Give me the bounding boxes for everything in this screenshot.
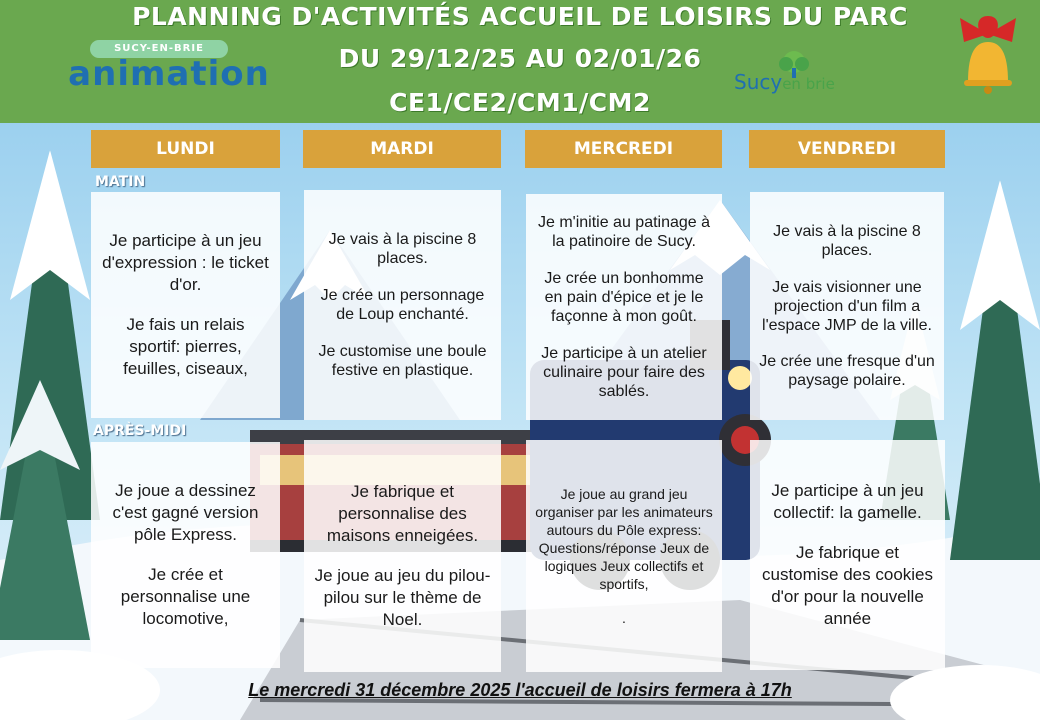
activity-text: Je vais à la piscine 8 places. [328, 231, 477, 268]
day-header-mardi: MARDI [303, 130, 501, 168]
logo-sucy-suffix: en brie [782, 75, 835, 93]
activity-text: Je vais visionner une projection d'un film a l'espace JMP de la ville. [762, 278, 932, 334]
activity-text: Je customise une boule festive en plastique. [318, 342, 487, 379]
activity-card-morning-mercredi [526, 194, 722, 420]
activity-card-afternoon-mercredi [526, 440, 722, 672]
day-header-lundi: LUNDI [91, 130, 280, 168]
activity-text: Je vais à la piscine 8 places. [773, 222, 921, 259]
christmas-bell-icon [950, 12, 1026, 94]
activity-text: Je joue a dessinez c'est gagné version pôle Express. [112, 480, 259, 544]
logo-sucy-word: Sucy [734, 70, 783, 94]
activity-text: Je crée un personnage de Loup enchanté. [320, 287, 485, 323]
activity-card-morning-lundi [91, 192, 280, 418]
closing-notice: Le mercredi 31 décembre 2025 l'accueil de loisirs fermera à 17h [248, 680, 792, 700]
activity-text: Je participe à un jeu d'expression : le ticket d'or. [102, 230, 269, 294]
day-header-mercredi: MERCREDI [525, 130, 722, 168]
activity-card-afternoon-mardi [304, 440, 501, 672]
activity-text: Je fabrique et customise des cookies d'or pour la nouvelle année [761, 543, 934, 629]
activity-card-morning-vendredi [750, 192, 944, 420]
activity-text: Je fabrique et personnalise des maisons enneigées. [326, 481, 479, 545]
activity-text: Je participe à un atelier culinaire pour faire des sablés. [541, 344, 707, 400]
activity-text: Je participe à un jeu collectif: la gamelle. [771, 480, 924, 522]
activity-card-morning-mardi [304, 190, 501, 420]
grade-levels: CE1/CE2/CM1/CM2 [389, 88, 651, 117]
activity-text: Je crée une fresque d'un paysage polaire. [759, 353, 935, 390]
activity-text: Je crée et personnalise une locomotive, [120, 565, 251, 629]
sucy-en-brie-logo [734, 50, 858, 100]
activity-card-afternoon-lundi [91, 442, 280, 668]
activity-card-afternoon-vendredi [750, 440, 945, 670]
logo-word: animation [68, 54, 270, 94]
animation-logo [56, 40, 282, 104]
day-header-vendredi: VENDREDI [749, 130, 945, 168]
date-range: DU 29/12/25 AU 02/01/26 [338, 44, 702, 73]
activity-text: Je crée un bonhomme en pain d'épice et je le façonne à mon goût. [544, 270, 704, 325]
activity-text: Je joue au jeu du pilou-pilou sur le thème de Noel. [314, 566, 491, 630]
activity-text: Je m'initie au patinage à la patinoire de Sucy. [537, 214, 711, 251]
activity-text: Je fais un relais sportif: pierres, feuilles, ciseaux, [123, 315, 248, 379]
section-label-afternoon: APRÈS-MIDI [93, 423, 187, 439]
activity-text: Je joue au grand jeu organiser par les animateurs autours du Pôle express: Questions/réponse Jeux de logiques Jeux collectifs et sportifs, [535, 486, 713, 593]
page-title: PLANNING D'ACTIVITÉS ACCUEIL DE LOISIRS DU PARC [132, 2, 908, 31]
section-label-morning: MATIN [95, 174, 146, 190]
logo-badge: SUCY-EN-BRIE [90, 40, 228, 58]
activity-text: . [622, 609, 626, 626]
